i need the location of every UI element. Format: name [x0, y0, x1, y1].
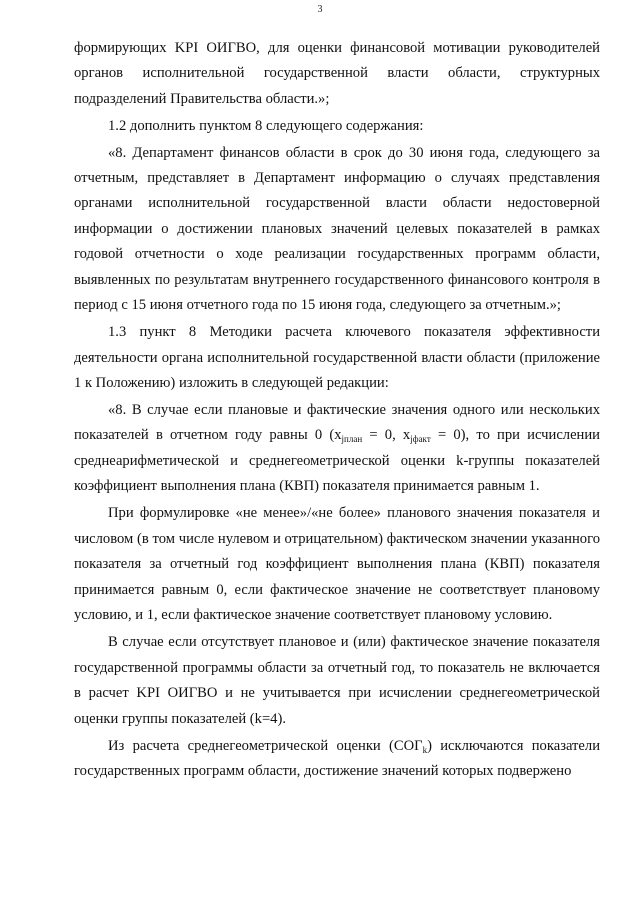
text-run: ) исключаются показатели государственных программ области, достижение значений которых подвержено: [74, 737, 601, 780]
paragraph-item-1-3: 1.3 пункт 8 Методики расчета ключевого показателя эффективности деятельности органа исполнительной государственной власти области (приложение 1 к Положению) изложить в следующей редакции:: [74, 324, 600, 392]
text-run: = 0, x: [362, 427, 411, 444]
paragraph-item-1-2: 1.2 дополнить пунктом 8 следующего содержания:: [108, 118, 424, 135]
paragraph-not-less-not-more: При формулировке «не менее»/«не более» планового значения показателя и числовом (в том числе нулевом и отрицательном) фактическом значении указанного показателя за отчетный год коэффициент выполнения плана (КВП) показателя принимается равным 0, если фактическое значение не соответствует плановому условию, и 1, если фактическое значение соответствует плановому условию.: [74, 505, 600, 623]
paragraph-exclusion: [74, 734, 600, 785]
text-run: «8. В случае если плановые и фактические значения одного или нескольких показателей в отчетном году равны 0 (x: [74, 401, 600, 444]
paragraph-missing-value: В случае если отсутствует плановое и (или) фактическое значение показателя государственной программы области за отчетный год, то показатель не включается в расчет KPI ОИГВО и не учитывается при исчислении среднегеометрической оценки группы показателей (k=4).: [74, 634, 600, 727]
paragraph-point-8-revised: [74, 398, 600, 500]
paragraph-point-8-new: «8. Департамент финансов области в срок до 30 июня года, следующего за отчетным, представляет в Департамент информацию о случаях представления органами исполнительной государственной власти области недостоверной информации о достижении плановых значений целевых показателей в рамках годовой отчетности о ходе реализации государственных программ области, выявленных по результатам внутреннего государственного финансового контроля в период с 15 июня отчетного года по 15 июня года, следующего за отчетным.»;: [74, 144, 600, 314]
subscript-k: k: [422, 744, 428, 755]
paragraph-continuation: формирующих KPI ОИГВО, для оценки финансовой мотивации руководителей органов исполнительной государственной власти области, структурных подразделений Правительства области.»;: [74, 40, 600, 107]
page-number: 3: [317, 4, 323, 15]
text-run: = 0), то при исчислении среднеарифметической и среднегеометрической оценки k-группы показателей коэффициент выполнения плана (КВП) показателя принимается равным 1.: [74, 427, 600, 494]
subscript-plan: jплан: [341, 434, 363, 445]
text-run: Из расчета среднегеометрической оценки (СОГ: [108, 737, 423, 754]
subscript-fact: jфакт: [410, 434, 431, 445]
document-body: [74, 36, 600, 785]
